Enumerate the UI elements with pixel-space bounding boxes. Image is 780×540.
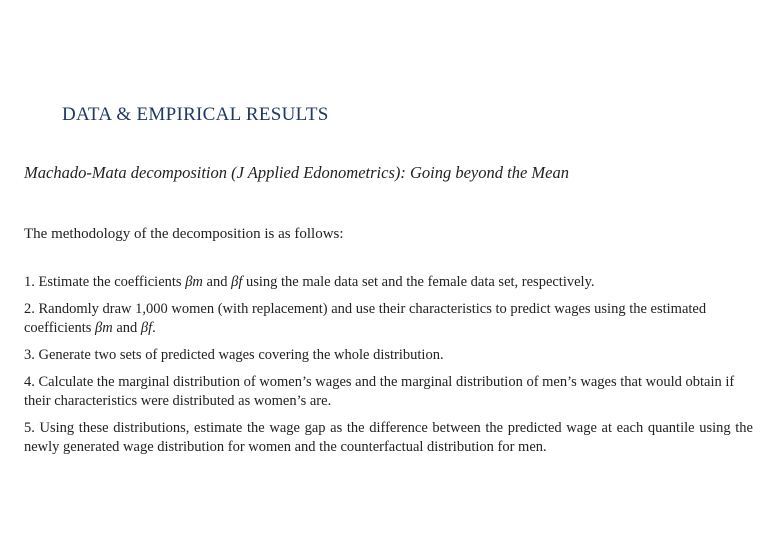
section-heading: DATA & EMPIRICAL RESULTS (62, 104, 329, 125)
step-4: 4. Calculate the marginal distribution of women’s wages and the marginal distribution of men’s wages that would obtain if their characteristics were distributed as women’s are. (24, 374, 735, 409)
step-1 (24, 273, 753, 292)
step-3: 3. Generate two sets of predicted wages covering the whole distribution. (24, 347, 444, 363)
step-1-text-end: using the male data set and the female data set, respectively. (242, 274, 595, 290)
step-5: 5. Using these distributions, estimate the wage gap as the difference between the predicted wage at each quantile using the newly generated wage distribution for women and the counterfactual distribution for men. (24, 420, 753, 455)
step-1-text: 1. Estimate the coefficients (24, 274, 186, 290)
step-1-text-and: and (202, 274, 232, 290)
step-2 (24, 300, 753, 338)
step-2-text-and: and (112, 320, 141, 336)
section-subtitle: Machado-Mata decomposition (J Applied Edonometrics): Going beyond the Mean (24, 163, 569, 182)
beta-m-symbol: βm (185, 274, 203, 290)
methodology-steps (24, 273, 753, 465)
beta-f-symbol: βf (231, 274, 243, 290)
intro-text: The methodology of the decomposition is as follows: (24, 226, 344, 242)
step-2-text-end: . (152, 320, 156, 336)
beta-f-symbol: βf (140, 320, 153, 336)
beta-m-symbol: βm (95, 320, 113, 336)
step-2-text: 2. Randomly draw 1,000 women (with replacement) and use their characteristics to predict wages using the estimated coefficients (24, 301, 707, 336)
